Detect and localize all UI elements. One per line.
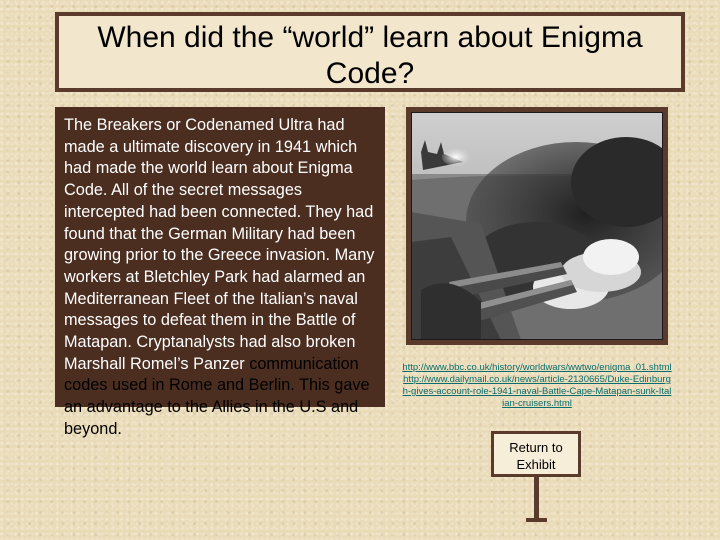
naval-battle-photo [411, 112, 663, 340]
return-to-exhibit-button[interactable]: Return to Exhibit [491, 431, 581, 477]
body-text [64, 115, 384, 441]
source-link-dailymail[interactable]: http://www.dailymail.co.uk/news/article-2130665/Duke-Edinburgh-gives-account-role-1941-naval-Battle-Cape-Matapan-sunk-Italian-cruisers.html [402, 374, 672, 409]
body-text-on-panel: The Breakers or Codenamed Ultra had made a ultimate discovery in 1941 which had made the world learn about Enigma Code. All of the secret messages intercepted had been connected. They had found that the German Military had been growing prior to the Greece invasion. Many workers at Bletchley Park had alarmed an Mediterranean Fleet of the Italian’s naval messages to defeat them in the Battle of Matapan. Cryptanalysts had also broken Marshall Romel’s Panzer [64, 116, 375, 373]
source-link-bbc[interactable]: http://www.bbc.co.uk/history/worldwars/wwtwo/enigma_01.shtml [402, 362, 672, 373]
slide-title-line1: When did the “world” learn about Enigma [97, 21, 643, 54]
title-box [55, 12, 685, 92]
slide-title-line2: Code? [325, 57, 415, 90]
body-text-below-panel: communication codes used in Rome and Berlin. This gave an advantage to the Allies in the U.S and beyond. [64, 354, 370, 438]
slide-title [59, 20, 681, 92]
signpost [534, 477, 539, 522]
signpost-base [526, 518, 547, 522]
source-links [402, 362, 672, 410]
